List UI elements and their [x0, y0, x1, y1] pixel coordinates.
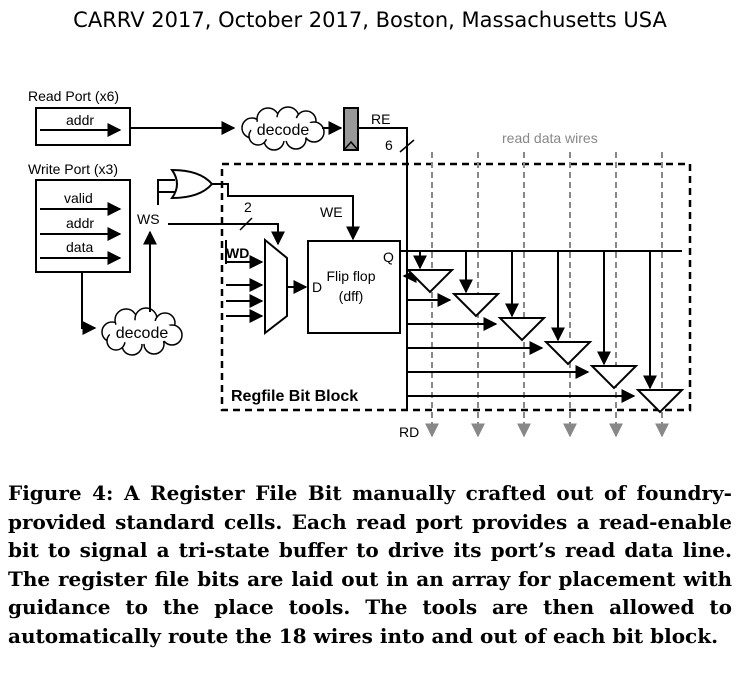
tri-state-buffer-3 — [500, 318, 544, 340]
re-pipeline-register — [344, 108, 358, 150]
flip-flop-d-label: D — [312, 279, 323, 295]
or-gate — [172, 170, 212, 198]
flip-flop-type: (dff) — [338, 288, 364, 304]
tri-state-buffer-6 — [638, 390, 682, 412]
ws-label: WS — [137, 211, 160, 227]
read-port-title: Read Port (x6) — [28, 88, 120, 104]
re-width-label: 6 — [385, 137, 393, 153]
ws-width-label: 2 — [244, 199, 252, 215]
caption-text: A Register File Bit manually crafted out of foundry-provided standard cells. Each read port provides a read-enable bit to signal a tri-state buffer to drive its port’s read data line. The register file bits are laid out in an array for placement with guidance to the place tools. The tools are then allowed to automatically route the 18 wires into and out of each bit block. — [8, 481, 732, 648]
rd-label: RD — [399, 424, 420, 440]
write-valid-label: valid — [64, 190, 93, 206]
flip-flop-name: Flip flop — [326, 268, 376, 284]
read-data-wires-label: read data wires — [502, 130, 598, 146]
re-label: RE — [371, 111, 391, 127]
figure-caption — [8, 479, 732, 650]
decode-bottom-label: decode — [115, 325, 169, 342]
wd-label: WD — [226, 245, 250, 261]
read-port-buffers — [404, 152, 682, 436]
regfile-bit-block-label: Regfile Bit Block — [231, 388, 359, 405]
decode-top-label: decode — [256, 122, 310, 139]
caption-label: Figure 4: — [8, 481, 114, 505]
flip-flop-q-label: Q — [383, 249, 394, 265]
page-header: CARRV 2017, October 2017, Boston, Massachusetts USA — [73, 8, 667, 32]
tri-state-buffer-1 — [408, 270, 452, 292]
write-data-label: data — [66, 239, 94, 255]
tri-state-buffer-4 — [546, 342, 590, 364]
write-addr-to-decode-wire — [82, 272, 95, 328]
write-mux — [265, 240, 287, 333]
tri-state-buffer-5 — [592, 366, 636, 388]
write-port-title: Write Port (x3) — [28, 161, 118, 177]
write-addr-label: addr — [66, 215, 95, 231]
read-port-addr-label: addr — [66, 112, 95, 128]
we-label: WE — [320, 204, 343, 220]
tri-state-buffer-2 — [454, 294, 498, 316]
